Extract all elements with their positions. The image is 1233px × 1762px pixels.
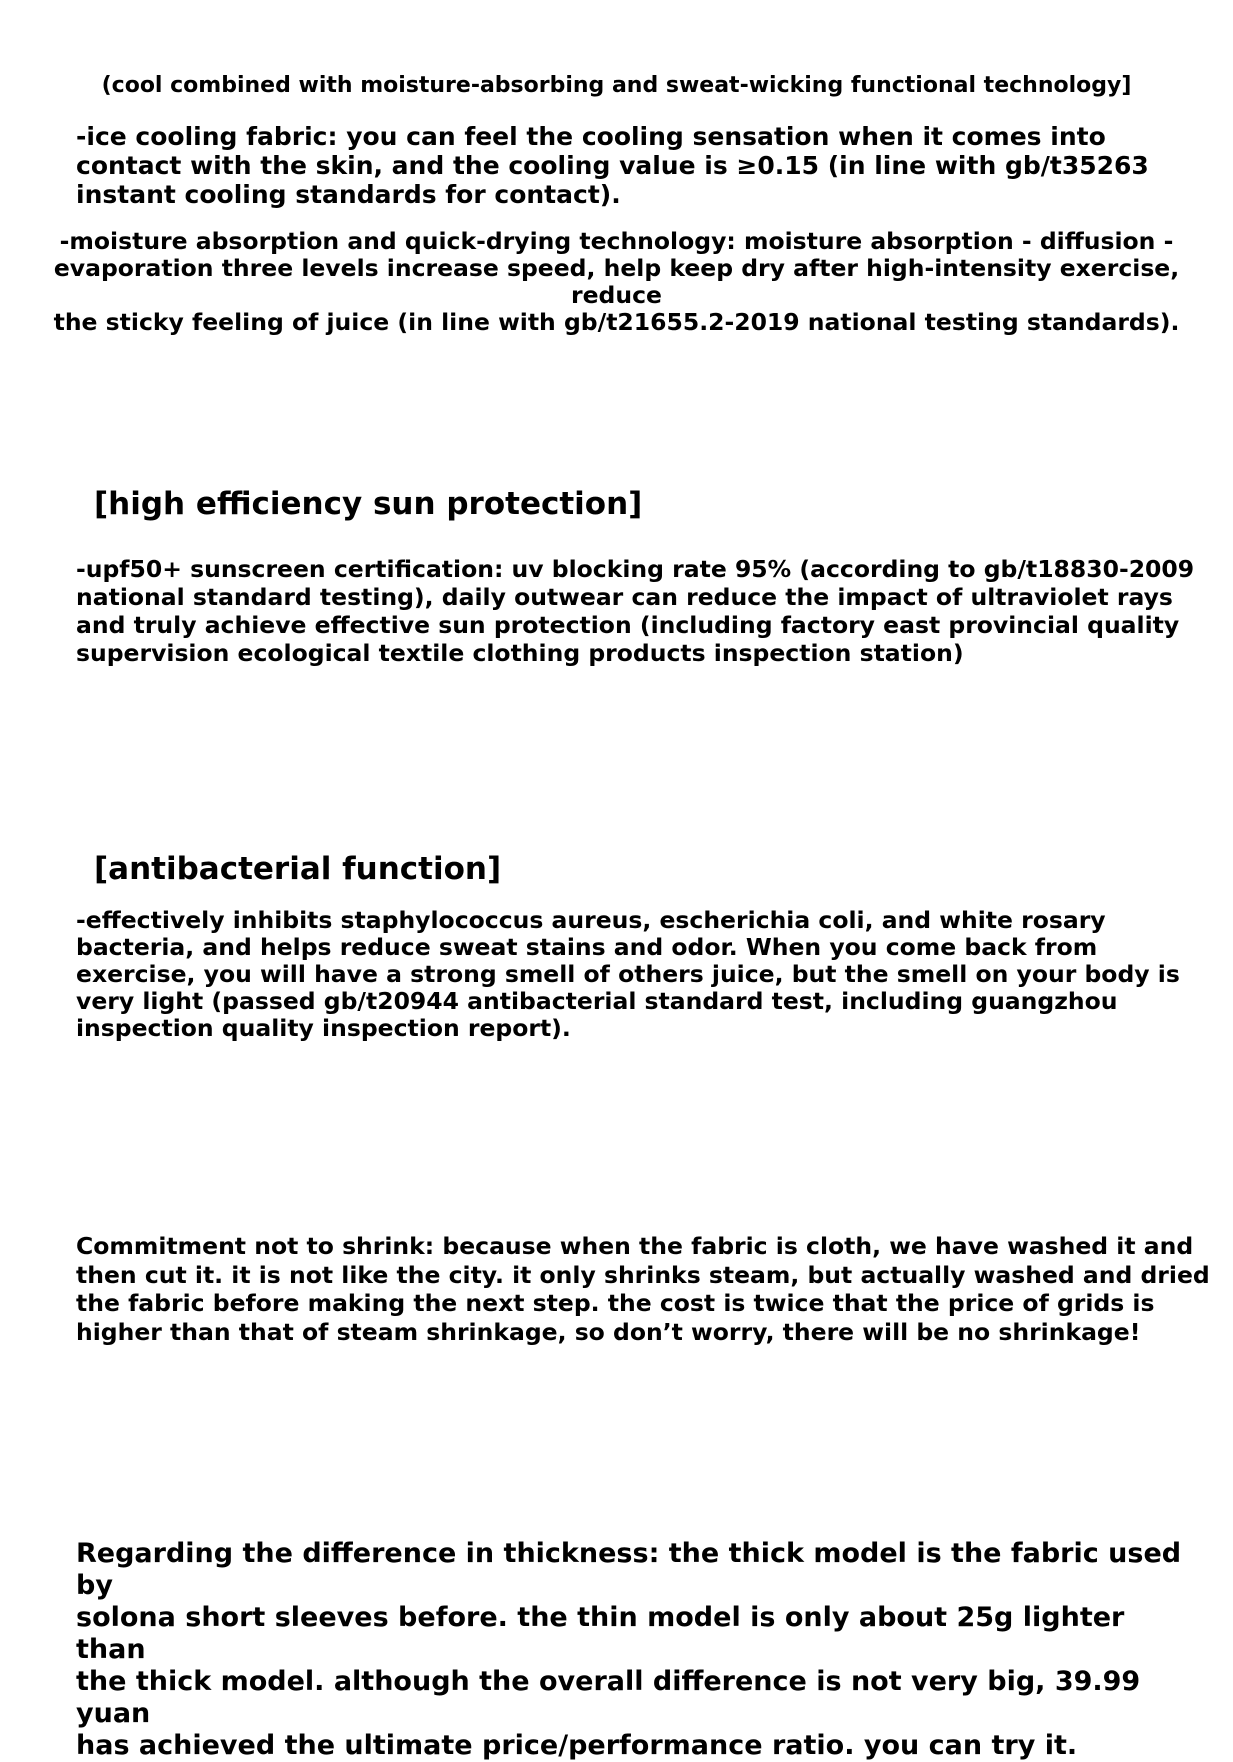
- antibacterial-heading: [antibacterial function]: [94, 851, 502, 887]
- sun-protection-paragraph: -upf50+ sunscreen certification: uv blocking rate 95% (according to gb/t18830-2009 national standard testing), daily outwear can reduce the impact of ultraviolet rays and truly achieve effective sun protection (including factory east provincial quality supervision ecological textile clothing products inspection station): [76, 555, 1195, 667]
- sun-protection-heading: [high efficiency sun protection]: [94, 486, 643, 522]
- thickness-paragraph: Regarding the difference in thickness: the thick model is the fabric used by solona short sleeves before. the thin model is only about 25g lighter than the thick model. although the overall difference is not very big, 39.99 yuan has achieved the ultimate price/performance ratio. you can try it.: [76, 1538, 1182, 1761]
- intro-title: (cool combined with moisture-absorbing and sweat-wicking functional technology]: [101, 73, 1132, 98]
- ice-cooling-paragraph: -ice cooling fabric: you can feel the cooling sensation when it comes into contact with the skin, and the cooling value is ≥0.15 (in line with gb/t35263 instant cooling standards for contact).: [76, 122, 1149, 209]
- moisture-absorption-paragraph: -moisture absorption and quick-drying technology: moisture absorption - diffusion - evaporation three levels increase speed, help keep dry after high-intensity exercise, reduce the sticky feeling of juice (in line with gb/t21655.2-2019 national testing standards).: [53, 227, 1180, 336]
- no-shrink-paragraph: Commitment not to shrink: because when the fabric is cloth, we have washed it and then cut it. it is not like the city. it only shrinks steam, but actually washed and dried the fabric before making the next step. the cost is twice that the price of grids is higher than that of steam shrinkage, so don’t worry, there will be no shrinkage!: [76, 1232, 1210, 1346]
- antibacterial-paragraph: -effectively inhibits staphylococcus aureus, escherichia coli, and white rosary bacteria, and helps reduce sweat stains and odor. When you come back from exercise, you will have a strong smell of others juice, but the smell on your body is very light (passed gb/t20944 antibacterial standard test, including guangzhou inspection quality inspection report).: [76, 906, 1180, 1042]
